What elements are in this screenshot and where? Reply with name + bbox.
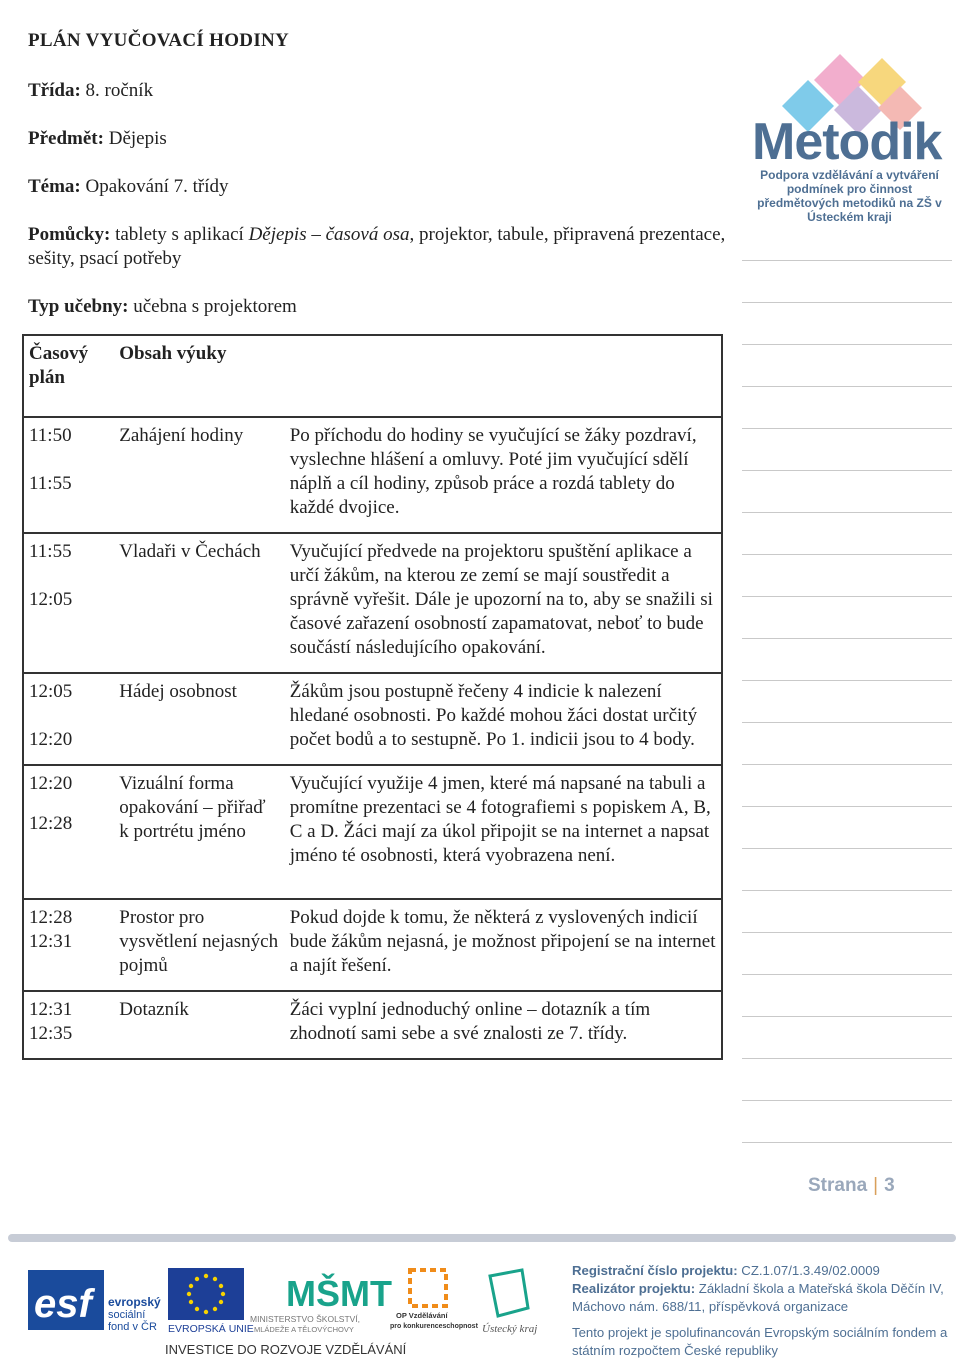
- implementer-line: [572, 1280, 957, 1316]
- svg-text:esf: esf: [34, 1282, 92, 1326]
- impl-value: Základní škola a Mateřská škola Děčín IV, Máchovo nám. 688/11, příspěvková organizace: [572, 1281, 944, 1314]
- subject-label: Předmět:: [28, 128, 104, 149]
- row-activity: Hádej osobnost: [114, 673, 284, 765]
- header-content: Obsah výuky: [114, 335, 722, 417]
- row-time: [23, 533, 114, 673]
- lesson-plan-table: [22, 334, 723, 1060]
- header-time: Časový plán: [23, 335, 114, 417]
- invest-slogan: INVESTICE DO ROZVOJE VZDĚLÁVÁNÍ: [165, 1342, 407, 1357]
- reg-label: Registrační číslo projektu:: [572, 1263, 738, 1278]
- page-separator: |: [873, 1175, 879, 1196]
- aids-app: Dějepis – časová osa: [248, 224, 410, 245]
- class-value: 8. ročník: [80, 80, 154, 101]
- time-end: 12:35: [29, 1023, 73, 1044]
- row-description: Po příchodu do hodiny se vyučující se žáky pozdraví, vyslechne hlášení a omluvy. Poté jim vyučující sdělí náplň a cíl hodiny, způsob práce a rozdá tablety do každé dvojice.: [285, 417, 722, 533]
- row-description: Pokud dojde k tomu, že některá z vyslovených indicií bude žákům nejasná, je možnost připojení se na internet a najít řešení.: [285, 899, 722, 991]
- time-end: 12:20: [29, 729, 73, 750]
- page-number: [808, 1175, 895, 1197]
- table-header-row: [23, 335, 722, 417]
- row-description: Vyučující předvede na projektoru spuštění aplikace a určí žákům, na kterou ze zemí se mají soustředit a správně vyřešit. Dále je upozorní na to, aby se snažili si časové zařazení osobností zapamatovat, neboť to bude součástí následujícího opakování.: [285, 533, 722, 673]
- registration-line: [572, 1262, 957, 1280]
- row-description: Žáci vyplní jednoduchý online – dotazník a tím zhodnotí sami sebe a své znalosti ze 7. třídy.: [285, 991, 722, 1059]
- eu-flag: [168, 1268, 254, 1335]
- esf-line2: sociální: [108, 1309, 146, 1321]
- time-start: 11:55: [29, 541, 72, 562]
- room-value: učebna s projektorem: [128, 296, 297, 317]
- subject-value: Dějepis: [103, 128, 167, 149]
- topic-value: Opakování 7. třídy: [80, 176, 229, 197]
- room-line: [28, 295, 728, 319]
- kraj-label: Ústecký kraj: [482, 1323, 538, 1335]
- row-description: Vyučující využije 4 jmen, které má napsané na tabuli a promítne prezentaci se 4 fotografiemi s popiskem A, B, C a D. Žáci mají za úkol připojit se na internet a napsat jméno té osobnosti, která vyobrazena není.: [285, 765, 722, 899]
- metodik-logo-word: Metodik: [752, 113, 942, 171]
- row-time: [23, 991, 114, 1059]
- aids-value-2: , projektor, tabule, připravená prezentace, sešity, psací potřeby: [28, 224, 726, 269]
- time-end: 12:31: [29, 931, 73, 952]
- op-line2: pro konkurenceschopnost: [390, 1323, 478, 1330]
- time-start: 12:28: [29, 907, 73, 928]
- time-end: 12:28: [29, 813, 73, 834]
- row-activity: Prostor pro vysvětlení nejasných pojmů: [114, 899, 284, 991]
- row-activity: Vladaři v Čechách: [114, 533, 284, 673]
- row-activity: Vizuální forma opakování – přiřaď k portrétu jméno: [114, 765, 284, 899]
- time-start: 12:31: [29, 999, 73, 1020]
- class-line: [28, 79, 728, 103]
- kraj-logo: [482, 1270, 537, 1335]
- esf-line3: fond v ČR: [108, 1321, 157, 1333]
- reg-value: CZ.1.07/1.3.49/02.0009: [737, 1263, 880, 1278]
- time-start: 11:50: [29, 425, 72, 446]
- row-time: [23, 765, 114, 899]
- subject-line: [28, 127, 728, 151]
- op-line1: OP Vzdělávání: [396, 1311, 448, 1320]
- table-row: [23, 991, 722, 1059]
- aids-line: [28, 223, 728, 271]
- page-label: Strana: [808, 1175, 868, 1196]
- topic-line: [28, 175, 728, 199]
- table-row: [23, 533, 722, 673]
- document-title: PLÁN VYUČOVACÍ HODINY: [28, 30, 290, 51]
- metodik-logo-subtitle: Podpora vzdělávání a vytváření podmínek pro činnost předmětových metodiků na ZŠ v Ústeckém kraji: [757, 168, 942, 224]
- row-time: [23, 417, 114, 533]
- time-start: 12:20: [29, 773, 73, 794]
- footer-project-info: [572, 1262, 957, 1360]
- row-time: [23, 673, 114, 765]
- msmt-line2: MLÁDEŽE A TĚLOVÝCHOVY: [254, 1325, 354, 1334]
- table-row: [23, 673, 722, 765]
- eu-label: EVROPSKÁ UNIE: [168, 1323, 254, 1335]
- msmt-line1: MINISTERSTVO ŠKOLSTVÍ,: [250, 1314, 361, 1324]
- impl-label: Realizátor projektu:: [572, 1281, 696, 1296]
- svg-text:MŠMT: MŠMT: [286, 1273, 392, 1314]
- row-time: [23, 899, 114, 991]
- topic-label: Téma:: [28, 176, 81, 197]
- room-label: Typ učebny:: [28, 296, 129, 317]
- class-label: Třída:: [28, 80, 81, 101]
- op-logo: [390, 1270, 479, 1330]
- table-row: [23, 899, 722, 991]
- table-row: [23, 765, 722, 899]
- page-value: 3: [884, 1175, 895, 1196]
- row-description: Žákům jsou postupně řečeny 4 indicie k nalezení hledané osobnosti. Po každé mohou žáci dostat určitý počet bodů a to sestupně. Po 1. indicii jsou to 4 body.: [285, 673, 722, 765]
- row-activity: Dotazník: [114, 991, 284, 1059]
- esf-logo: [28, 1270, 161, 1333]
- time-start: 12:05: [29, 681, 73, 702]
- row-activity: Zahájení hodiny: [114, 417, 284, 533]
- aids-label: Pomůcky:: [28, 224, 111, 245]
- funding-line: Tento projekt je spolufinancován Evropským sociálním fondem a státním rozpočtem České republiky: [572, 1325, 948, 1358]
- footer-divider: [8, 1234, 956, 1242]
- esf-line1: evropský: [108, 1295, 161, 1309]
- time-end: 12:05: [29, 589, 73, 610]
- time-end: 11:55: [29, 473, 72, 494]
- msmt-logo: [250, 1272, 392, 1334]
- aids-value-1: tablety s aplikací: [110, 224, 249, 245]
- table-row: [23, 417, 722, 533]
